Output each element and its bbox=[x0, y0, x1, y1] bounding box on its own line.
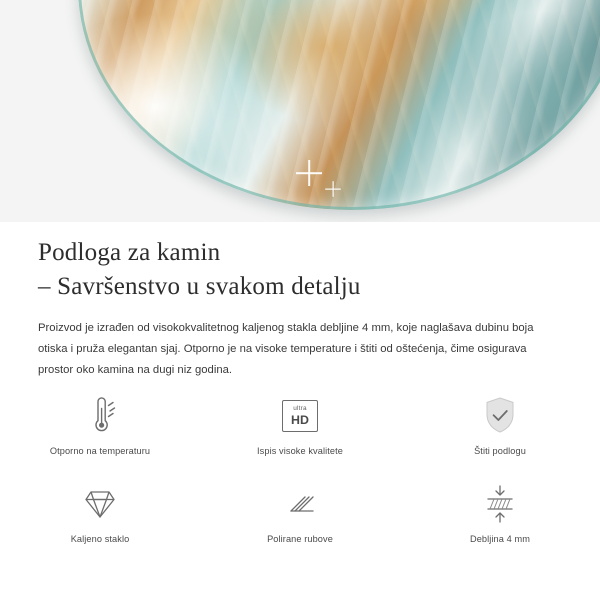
feature-item-temperature bbox=[0, 392, 200, 480]
feature-item-tempered-glass bbox=[0, 480, 200, 568]
feature-item-thickness bbox=[400, 480, 600, 568]
thermometer-icon bbox=[80, 392, 120, 440]
text-content bbox=[0, 222, 600, 381]
feature-label: Polirane rubove bbox=[267, 534, 333, 544]
ultra-hd-icon bbox=[282, 392, 318, 440]
feature-item-print-quality bbox=[200, 392, 400, 480]
ultra-hd-badge-top: ultra bbox=[293, 405, 307, 413]
product-description: Proizvod je izrađen od visokokvalitetnog kaljenog stakla debljine 4 mm, koje naglašava dubinu boja otiska i pruža elegantan sjaj. Otporno je na visoke temperature i štiti od oštećenja, čime osigurava prostor oko kamina na dugi niz godina. bbox=[38, 322, 534, 376]
hero-image bbox=[0, 0, 600, 222]
feature-label: Štiti podlogu bbox=[474, 446, 526, 456]
feature-label: Kaljeno staklo bbox=[70, 534, 130, 544]
ultra-hd-badge-main: HD bbox=[291, 412, 309, 427]
feature-item-surface-protection bbox=[400, 392, 600, 480]
feature-label: Otporno na temperaturu bbox=[49, 446, 151, 456]
glass-plate-image bbox=[78, 0, 600, 210]
feature-item-polished-edges bbox=[200, 480, 400, 568]
shield-check-icon bbox=[480, 392, 520, 440]
thickness-arrows-icon bbox=[478, 480, 522, 528]
feature-grid bbox=[0, 392, 600, 568]
page-title bbox=[0, 222, 600, 304]
headline-line-2: – Savršenstvo u svakom detalju bbox=[38, 273, 361, 300]
polished-edges-icon bbox=[278, 480, 322, 528]
diamond-icon bbox=[78, 480, 122, 528]
headline-line-1: Podloga za kamin bbox=[38, 239, 221, 266]
feature-label: Debljina 4 mm bbox=[469, 534, 531, 544]
feature-label: Ispis visoke kvalitete bbox=[257, 446, 343, 456]
